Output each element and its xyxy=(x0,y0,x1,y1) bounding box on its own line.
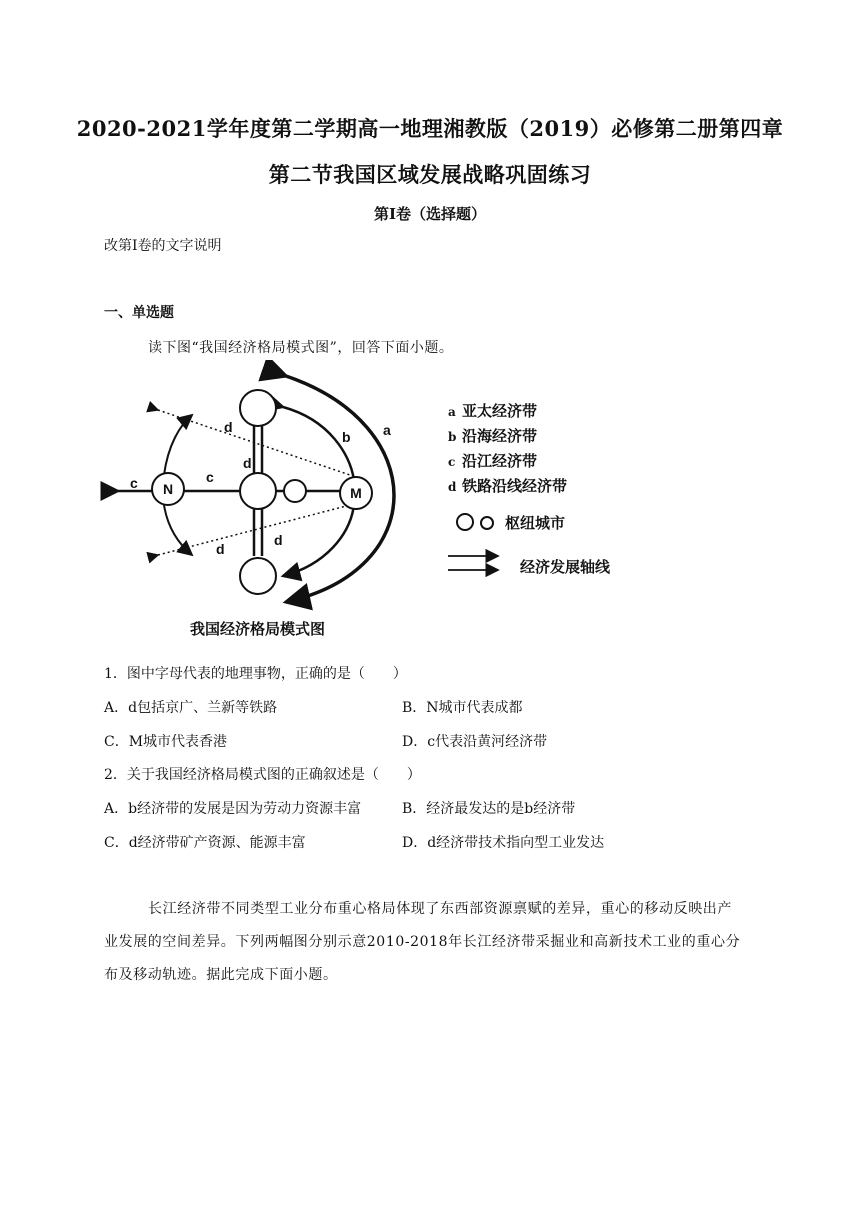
question-2-stem: 2．关于我国经济格局模式图的正确叙述是（ ） xyxy=(104,767,421,783)
belt-n-upper-arc xyxy=(164,415,192,475)
figure-caption: 我国经济格局模式图 xyxy=(190,620,326,638)
document-title-line-1: 2020-2021学年度第二学期高一地理湘教版（2019）必修第二册第四章 xyxy=(76,116,784,141)
edge-b-label: b xyxy=(342,429,351,445)
question-1-option-a: A．d包括京广、兰新等铁路 xyxy=(104,700,278,716)
economic-pattern-diagram xyxy=(100,360,640,645)
legend-a-text: 亚太经济带 xyxy=(462,402,538,420)
belt-b-arc-lower xyxy=(283,505,354,576)
legend-d-text: 铁路沿线经济带 xyxy=(462,477,568,495)
edge-d1-label: d xyxy=(224,419,233,435)
edge-c-left-label: c xyxy=(130,475,138,491)
hub-small xyxy=(284,480,306,502)
hub-bottom xyxy=(240,558,276,594)
hub-top xyxy=(240,390,276,426)
question-2-option-d: D．d经济带技术指向型工业发达 xyxy=(402,835,605,851)
legend-c-text: 沿江经济带 xyxy=(462,452,538,470)
question-1-option-c: C．M城市代表香港 xyxy=(104,734,228,750)
edge-d2-label: d xyxy=(243,455,252,471)
part-title: 第I卷（选择题） xyxy=(373,205,487,223)
legend-b-key: b xyxy=(448,430,457,444)
question-2-option-c: C．d经济带矿产资源、能源丰富 xyxy=(104,835,306,851)
legend-b-text: 沿海经济带 xyxy=(462,427,538,445)
question-1-stem: 1．图中字母代表的地理事物，正确的是（ ） xyxy=(104,666,407,682)
question-1-option-b: B．N城市代表成都 xyxy=(402,700,523,716)
legend-c-key: c xyxy=(448,455,456,469)
section-heading: 一、单选题 xyxy=(104,305,174,321)
legend-d-key: d xyxy=(448,480,457,494)
question-2-option-b: B．经济最发达的是b经济带 xyxy=(402,801,576,817)
legend-hub-text: 枢纽城市 xyxy=(505,514,566,532)
edge-d4-label: d xyxy=(216,541,225,557)
node-m-label: M xyxy=(350,485,362,501)
question-1-option-d: D．c代表沿黄河经济带 xyxy=(402,734,548,750)
question-intro: 读下图“我国经济格局模式图”，回答下面小题。 xyxy=(148,340,454,356)
edge-a-label: a xyxy=(383,422,391,438)
legend-axis-text: 经济发展轴线 xyxy=(520,558,611,576)
node-n-label: N xyxy=(162,481,174,497)
document-title-line-2: 第二节我国区域发展战略巩固练习 xyxy=(268,162,592,187)
question-2-option-a: A．b经济带的发展是因为劳动力资源丰富 xyxy=(104,801,362,817)
legend-a-key: a xyxy=(448,405,456,419)
hub-center xyxy=(240,473,276,509)
edge-d3-label: d xyxy=(274,532,283,548)
part-note: 改第I卷的文字说明 xyxy=(104,238,222,254)
reading-passage: 长江经济带不同类型工业分布重心格局体现了东西部资源禀赋的差异，重心的移动反映出产业发展的空间差异。下列两幅图分别示意2010-2018年长江经济带采掘业和高新技术工业的重心分布及移动轨迹。据此完成下面小题。 xyxy=(104,901,741,983)
edge-c-mid-label: c xyxy=(206,469,214,485)
